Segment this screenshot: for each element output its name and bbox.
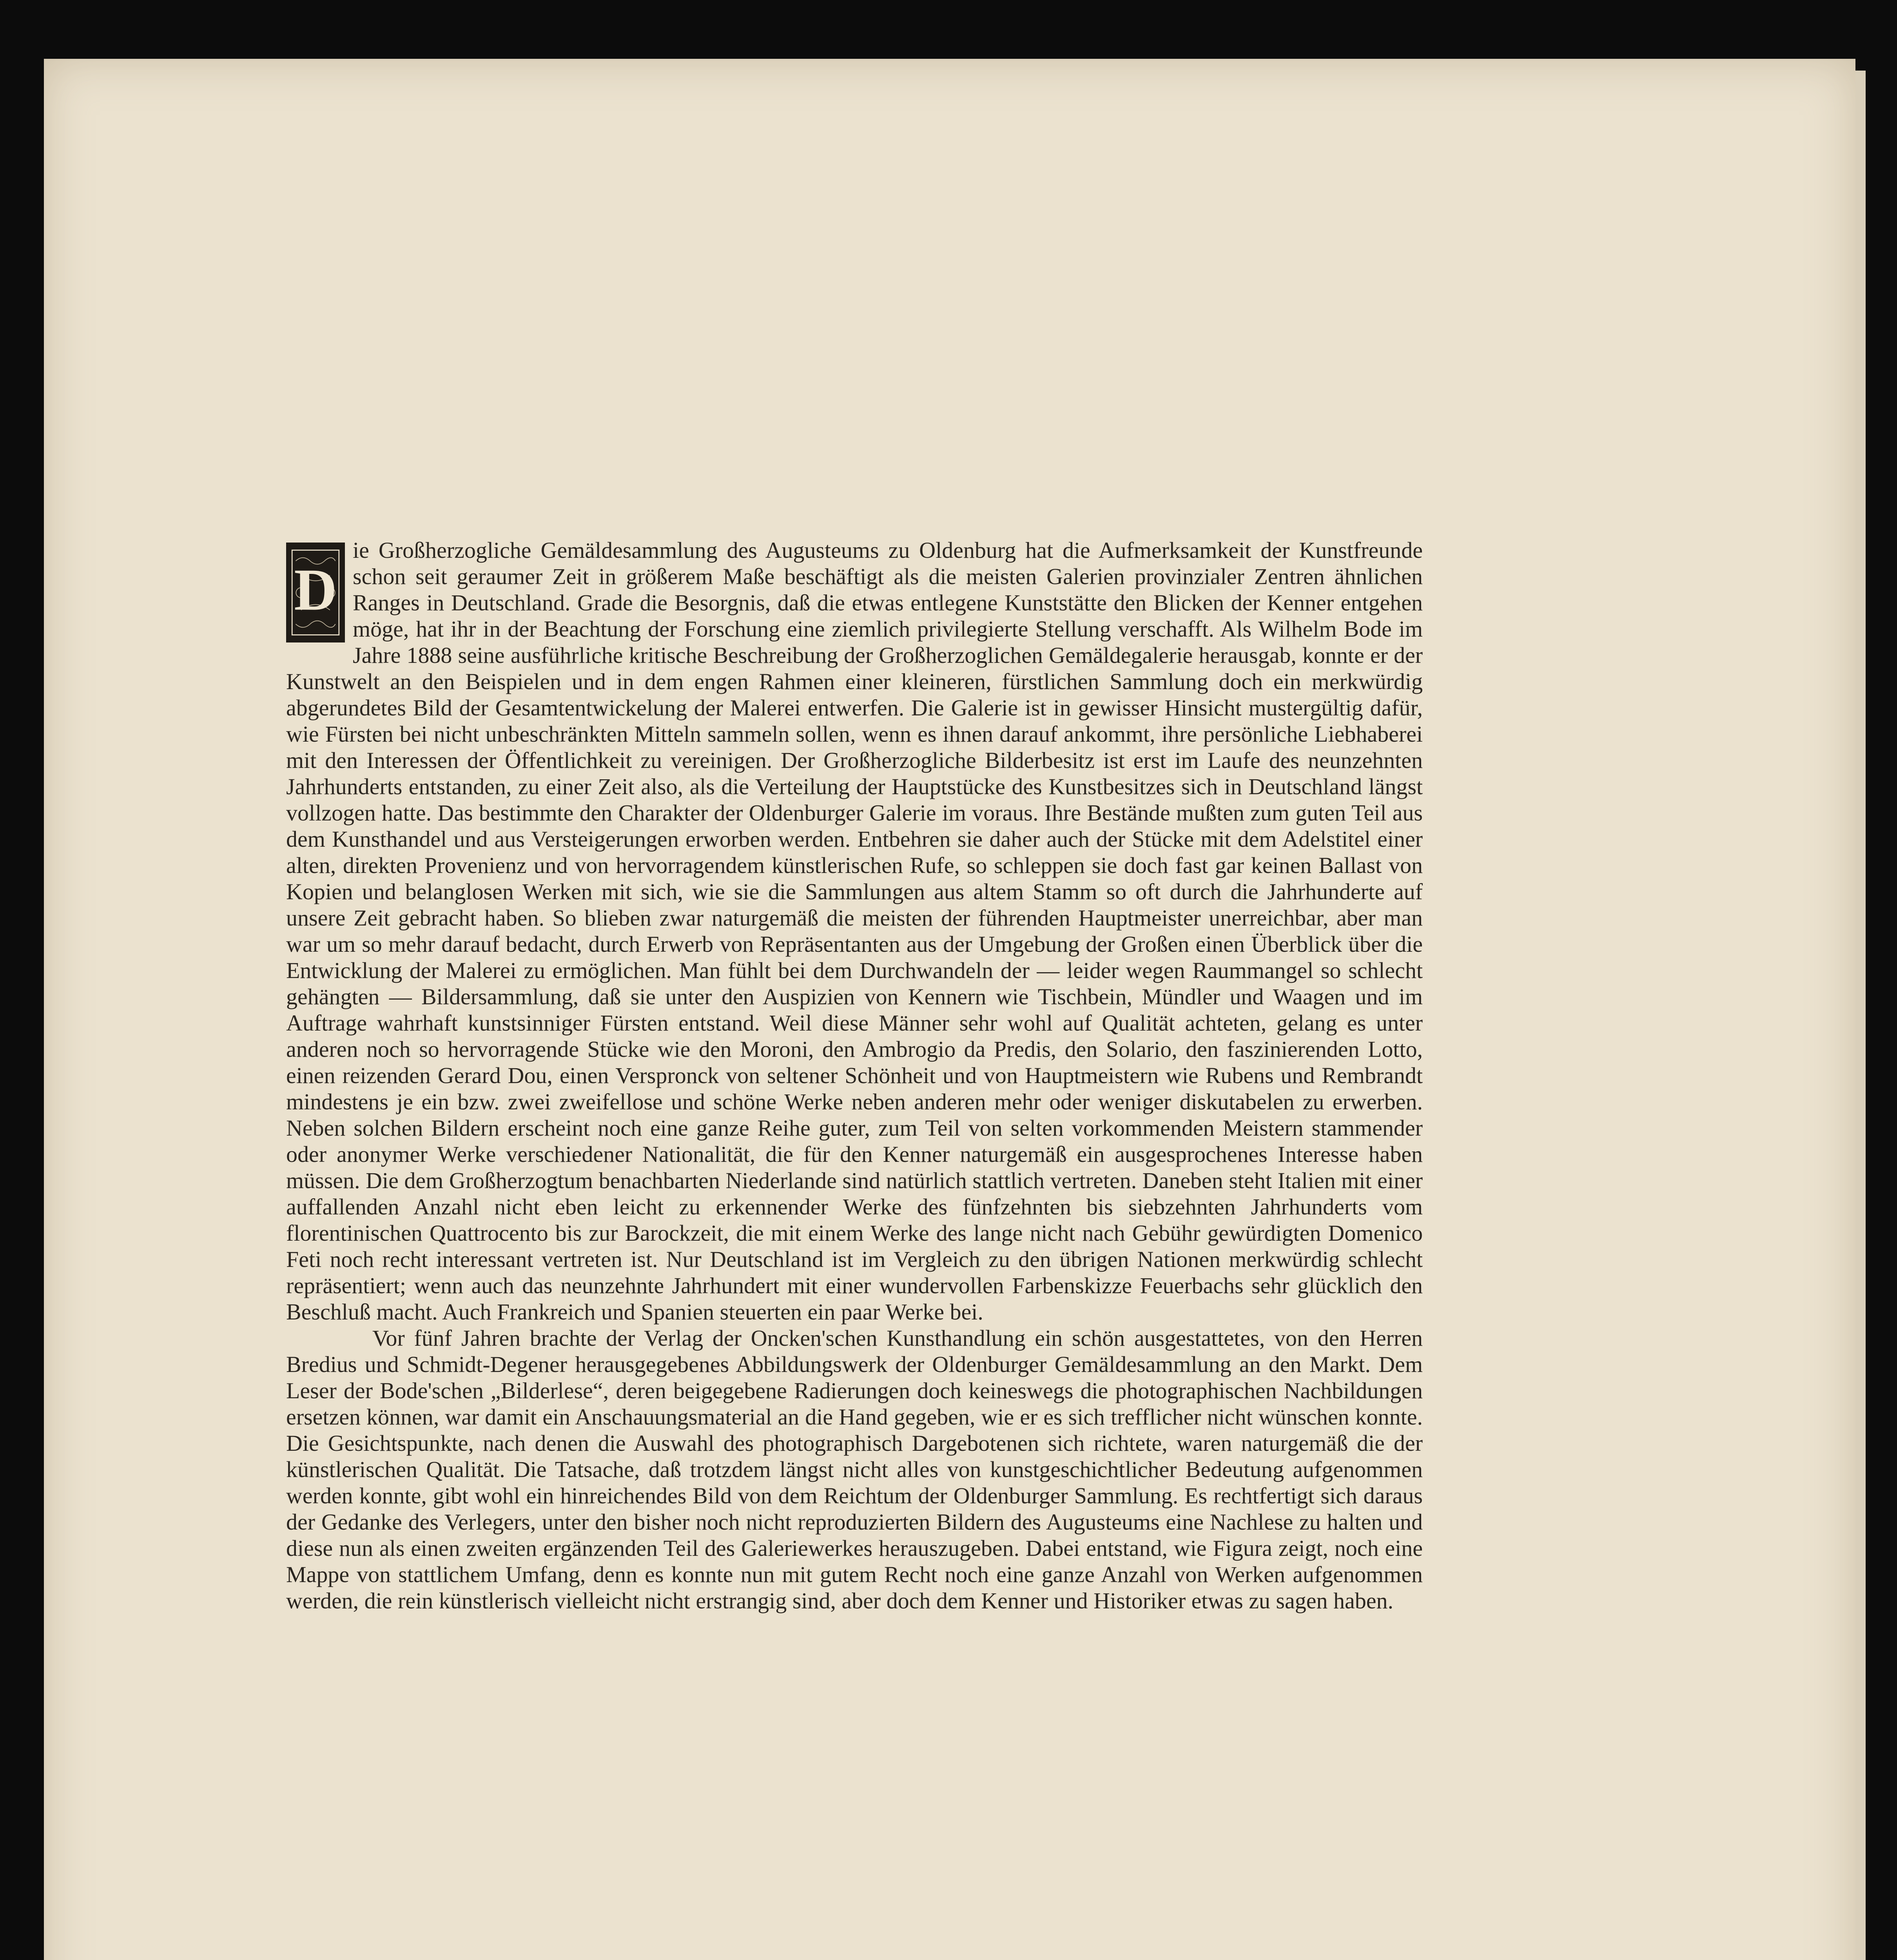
- dropcap-frame-icon: [288, 545, 343, 640]
- paragraph-1-text: ie Großherzogliche Gemäldesammlung des Augusteums zu Oldenburg hat die Aufmerksamkeit der Kunstfreunde schon seit geraumer Zeit in größerem Maße beschäftigt als die meisten Galerien provinzialer Zentren ähnlichen Ranges in Deutschland. Grade die Besorgnis, daß die etwas entlegene Kunststätte den Blicken der Kenner entgehen möge, hat ihr in der Beachtung der Forschung eine ziemlich privilegierte Stellung verschafft. Als Wilhelm Bode im Jahre 1888 seine ausführliche kritische Beschreibung der Großherzoglichen Gemäldegalerie herausgab, konnte er der Kunstwelt an den Beispielen und in dem engen Rahmen einer kleineren, fürstlichen Sammlung doch ein merkwürdig abgerundetes Bild der Gesamtentwickelung der Malerei entwerfen. Die Galerie ist in gewisser Hinsicht mustergültig dafür, wie Fürsten bei nicht unbeschränkten Mitteln sammeln sollen, wenn es ihnen darauf ankommt, ihre persönliche Liebhaberei mit den Interessen der Öffentlichkeit zu vereinigen. Der Großherzogliche Bilderbesitz ist erst im Laufe des neunzehnten Jahrhunderts entstanden, zu einer Zeit also, als die Verteilung der Hauptstücke des Kunstbesitzes sich in Deutschland längst vollzogen hatte. Das bestimmte den Charakter der Oldenburger Galerie im voraus. Ihre Bestände mußten zum guten Teil aus dem Kunsthandel und aus Versteigerungen erworben werden. Entbehren sie daher auch der Stücke mit dem Adelstitel einer alten, direkten Provenienz und von hervorragendem künstlerischen Rufe, so schleppen sie doch fast gar keinen Ballast von Kopien und belanglosen Werken mit sich, wie sie die Sammlungen aus altem Stamm so oft durch die Jahrhunderte auf unsere Zeit gebracht haben. So blieben zwar naturgemäß die meisten der führenden Hauptmeister unerreichbar, aber man war um so mehr darauf bedacht, durch Erwerb von Repräsentanten aus der Umgebung der Großen einen Überblick über die Entwicklung der Malerei zu ermöglichen. Man fühlt bei dem Durchwandeln der — leider wegen Raummangel so schlecht gehängten — Bildersammlung, daß sie unter den Auspizien von Kennern wie Tischbein, Mündler und Waagen und im Auftrage wahrhaft kunstsinniger Fürsten entstand. Weil diese Männer sehr wohl auf Qualität achteten, gelang es unter anderen noch so hervorragende Stücke wie den Moroni, den Ambrogio da Predis, den Solario, den faszinierenden Lotto, einen reizenden Gerard Dou, einen Verspronck von seltener Schönheit und von Hauptmeistern wie Rubens und Rembrandt mindestens je ein bzw. zwei zweifellose und schöne Werke neben anderen mehr oder weniger diskutabelen zu erwerben. Neben solchen Bildern erscheint noch eine ganze Reihe guter, zum Teil von selten vorkommenden Meistern stammender oder anonymer Werke verschiedener Nationalität, die für den Kenner naturgemäß ein ausgesprochenes Interesse haben müssen. Die dem Großherzogtum benachbarten Niederlande sind natürlich stattlich vertreten. Daneben steht Italien mit einer auffallenden Anzahl nicht eben leicht zu erkennender Werke des fünfzehnten bis siebzehnten Jahrhunderts vom florentinischen Quattrocento bis zur Barockzeit, die mit einem Werke des lange nicht nach Gebühr gewürdigten Domenico Feti noch recht interessant vertreten ist. Nur Deutschland ist im Vergleich zu den übrigen Nationen merkwürdig schlecht repräsentiert; wenn auch das neunzehnte Jahrhundert mit einer wundervollen Farbenskizze Feuerbachs sehr glücklich den Beschluß macht. Auch Frankreich und Spanien steuerten ein paar Werke bei.: [286, 537, 1423, 1325]
- paragraph-2: Vor fünf Jahren brachte der Verlag der Oncken'schen Kunsthandlung ein schön ausgestattetes, von den Herren Bredius und Schmidt-Degener herausgegebenes Abbildungswerk der Oldenburger Gemäldesammlung an den Markt. Dem Leser der Bode'schen „Bilderlese“, deren beigegebene Radierungen doch keineswegs die photographischen Nachbildungen ersetzen können, war damit ein Anschauungsmaterial an die Hand gegeben, wie er es sich trefflicher nicht wünschen konnte. Die Gesichtspunkte, nach denen die Auswahl des photographisch Dargebotenen sich richtete, waren naturgemäß die der künstlerischen Qualität. Die Tatsache, daß trotzdem längst nicht alles von kunstgeschichtlicher Bedeutung aufgenommen werden konnte, gibt wohl ein hinreichendes Bild von dem Reichtum der Oldenburger Sammlung. Es rechtfertigt sich daraus der Gedanke des Verlegers, unter den bisher noch nicht reproduzierten Bildern des Augusteums eine Nachlese zu halten und diese nun als einen zweiten ergänzenden Teil des Galeriewerkes herauszugeben. Dabei entstand, wie Figura zeigt, noch eine Mappe von stattlichem Umfang, denn es konnte nun mit gutem Recht noch eine ganze Anzahl von Werken aufgenommen werden, die rein künstlerisch vielleicht nicht erstrangig sind, aber doch dem Kenner und Historiker etwas zu sagen haben.: [286, 1325, 1423, 1613]
- document-body: [286, 537, 1423, 1614]
- dropcap-ornament: [286, 543, 345, 642]
- paper-edge: [1855, 71, 1866, 1960]
- paragraph-1: [286, 537, 1423, 1325]
- dropcap-letter: D: [294, 557, 337, 623]
